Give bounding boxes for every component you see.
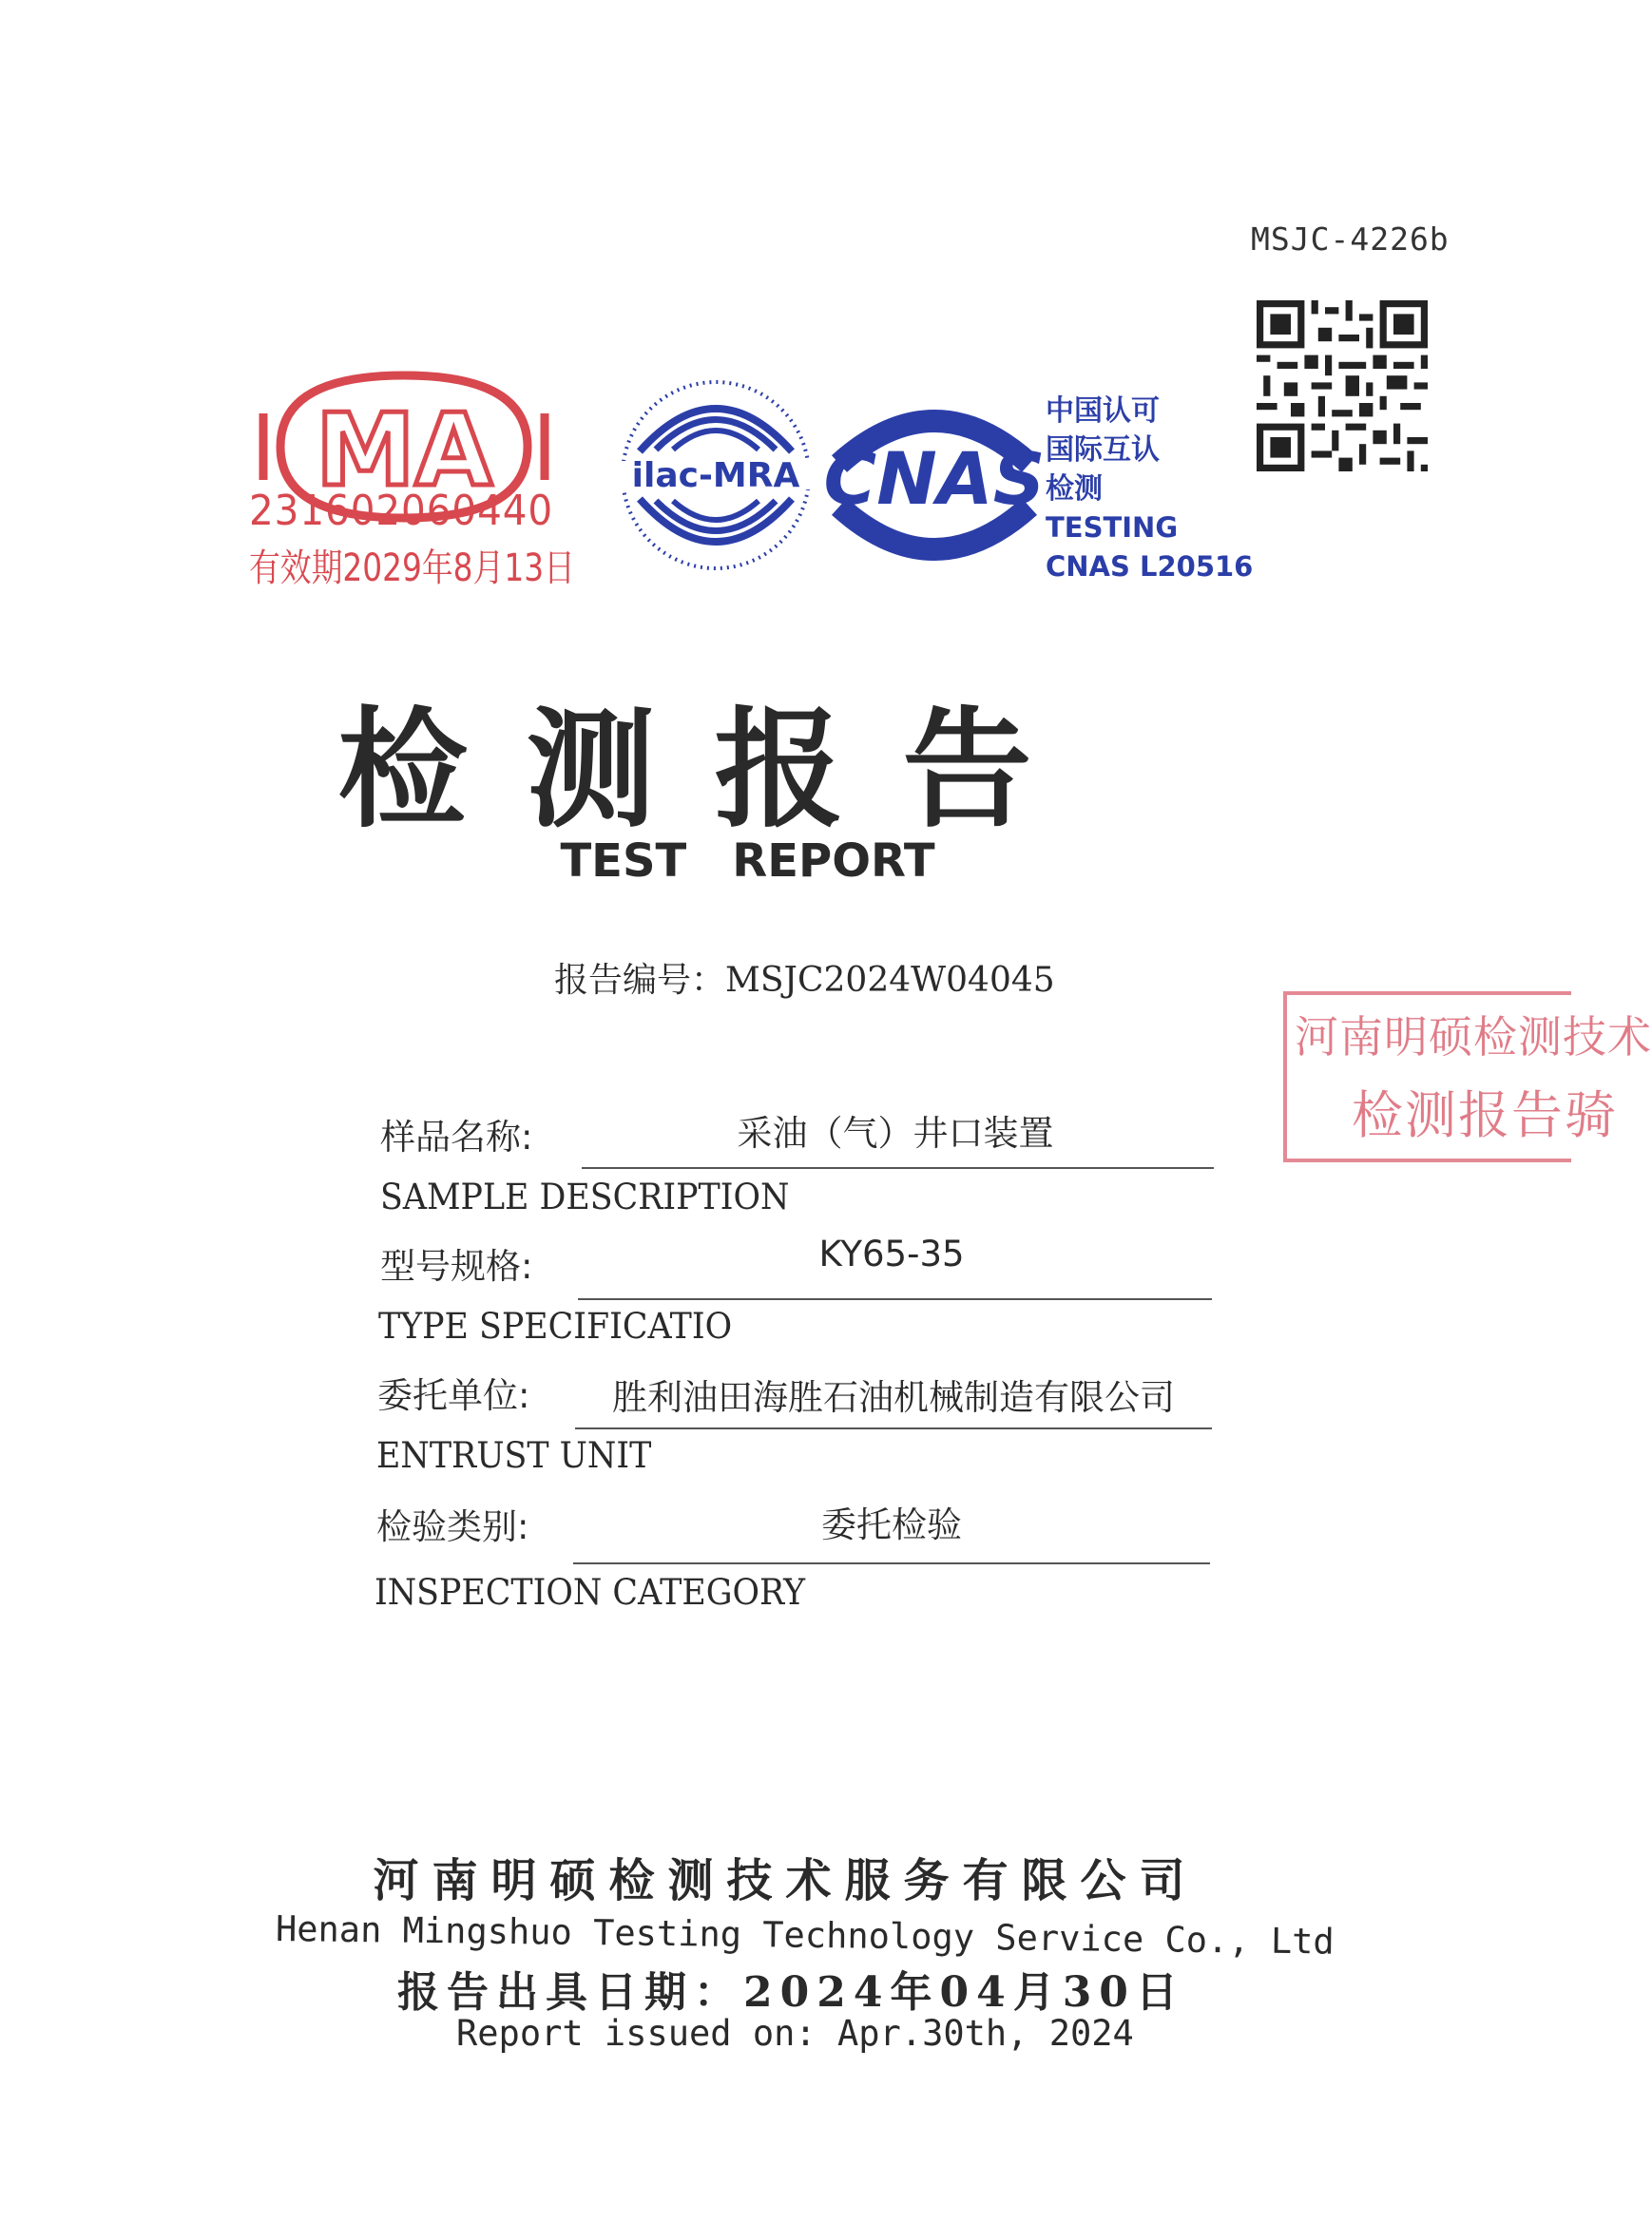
cnas-logo [825,397,1044,573]
sample-description-label: 样品名称: [380,1117,533,1158]
issue-date-en: Report issued on: Apr.30th, 2024 [456,2013,1134,2054]
form-code: MSJC-4226b [1251,220,1450,258]
entrust-unit-label-en: ENTRUST UNIT [376,1435,652,1476]
report-number [554,953,1055,1002]
cnas-line-5: CNAS L20516 [1046,550,1254,583]
cnas-accreditation-text [1046,392,1253,586]
qr-code [1257,300,1428,471]
type-specification-label: 型号规格: [380,1246,533,1287]
entrust-unit-line [575,1427,1212,1429]
sample-description-value: 采油（气）井口装置 [737,1113,1054,1154]
seam-seal-line-1: 河南明硕检测技术 [1295,1011,1652,1063]
ilac-text: ilac-MRA [631,456,800,495]
cnas-line-2: 国际互认 [1046,433,1160,467]
cma-number: 231602060440 [249,487,554,535]
sample-description-line [582,1167,1214,1169]
cnas-text: CNAS [823,436,1046,521]
inspection-category-line [573,1562,1210,1564]
entrust-unit-label: 委托单位: [377,1375,530,1416]
seam-seal-line-2: 检测报告骑 [1352,1085,1618,1145]
issue-date-cn: 报告出具日期：2024年04月30日 [397,1968,1185,2017]
cma-validity: 有效期2029年8月13日 [249,546,575,590]
company-name-en: Henan Mingshuo Testing Technology Service Co., Ltd [275,1908,1335,1963]
ilac-mra-logo [616,375,816,575]
title-en-word-1: TEST [560,834,687,888]
inspection-category-value: 委托检验 [821,1504,962,1545]
type-specification-line [578,1298,1212,1300]
cnas-line-4: TESTING [1046,511,1179,544]
cma-letters: MA [316,393,492,508]
company-name-cn: 河南明硕检测技术服务有限公司 [373,1854,1199,1907]
sample-description-label-en: SAMPLE DESCRIPTION [380,1177,790,1217]
report-title-en [0,834,1571,888]
report-title-cn: 检测报告 [337,694,1091,846]
inspection-category-label-en: INSPECTION CATEGORY [375,1572,806,1613]
title-en-word-2: REPORT [732,834,935,888]
report-number-value: MSJC2024W04045 [725,961,1055,1000]
cnas-line-1: 中国认可 [1046,394,1160,428]
seam-seal-stamp [1283,991,1652,1162]
inspection-category-label: 检验类别: [376,1506,529,1547]
type-specification-value: KY65-35 [818,1234,965,1274]
type-specification-label-en: TYPE SPECIFICATIO [378,1306,733,1347]
cnas-line-3: 检测 [1046,472,1103,506]
report-number-label: 报告编号： [554,961,726,1000]
entrust-unit-value: 胜利油田海胜石油机械制造有限公司 [612,1377,1175,1418]
